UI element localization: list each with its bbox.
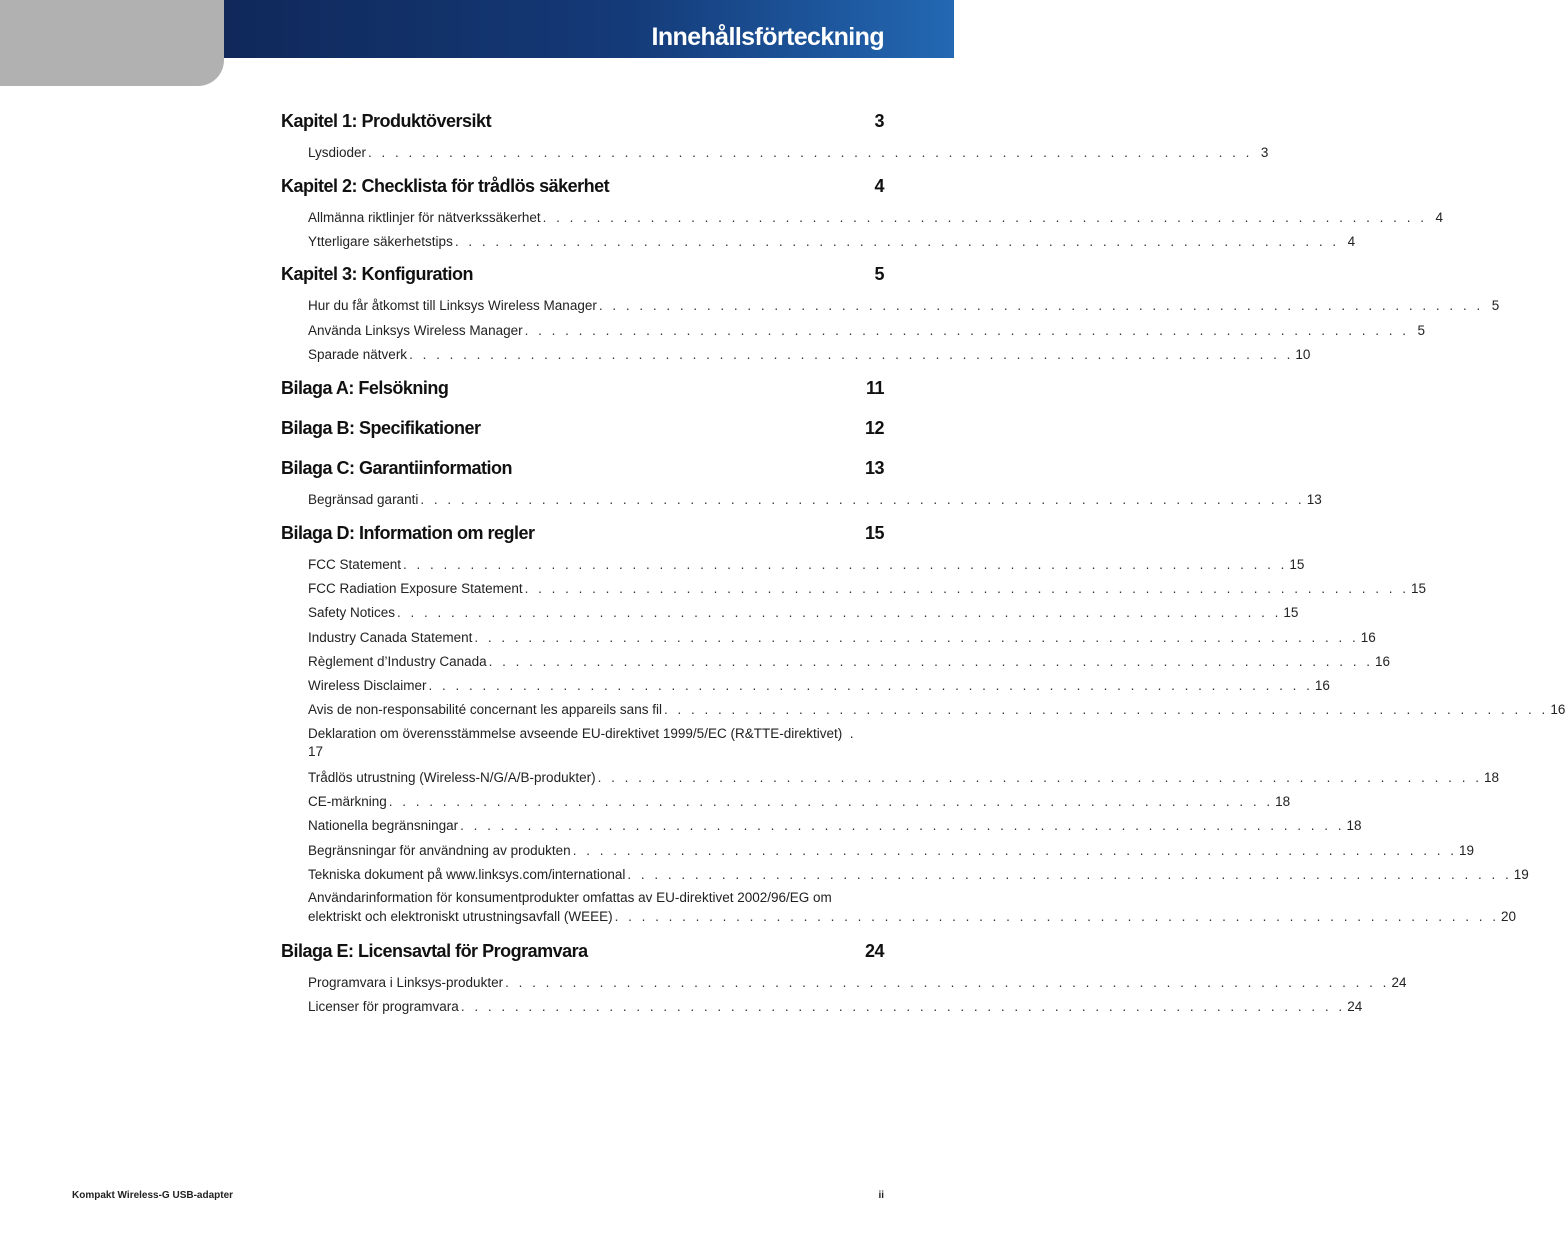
toc-chapter[interactable] <box>281 109 884 133</box>
toc-chapter[interactable] <box>281 262 884 286</box>
toc-entry-page: 15 <box>1289 557 1305 572</box>
toc-entry-leader: . . . . . . . . . . . . . . . . . . . . . . . . . . . . . . . . . . . . . . . . . . . . . . . . . . . . . . . . . . . . . . . . . . <box>368 145 1253 160</box>
toc-entry-leader: . . . . . . . . . . . . . . . . . . . . . . . . . . . . . . . . . . . . . . . . . . . . . . . . . . . . . . . . . . . . . . . . . . <box>420 492 1305 507</box>
page-title: Innehållsförteckning <box>651 23 884 51</box>
toc-chapter-title: Bilaga C: Garantiinformation <box>281 458 513 478</box>
toc-chapter-page: 13 <box>864 458 884 478</box>
toc-entry[interactable] <box>281 841 1475 861</box>
toc-entry[interactable] <box>281 208 1443 228</box>
toc-entry-leader: . . . . . . . . . . . . . . . . . . . . . . . . . . . . . . . . . . . . . . . . . . . . . . . . . . . . . . . . . . . . . . . . . . <box>524 323 1409 338</box>
toc-entry-page: 19 <box>1459 843 1475 858</box>
toc-entry[interactable] <box>281 997 1363 1017</box>
toc-chapter-title: Kapitel 1: Produktöversikt <box>281 111 492 131</box>
toc-chapter-page: 5 <box>874 264 884 284</box>
toc-entry-page: 18 <box>1346 818 1362 833</box>
toc-entry-page: 15 <box>1283 605 1299 620</box>
footer-product-name: Kompakt Wireless-G USB-adapter <box>72 1190 234 1201</box>
toc-entry-title: Begränsningar för användning av produkten <box>308 843 571 858</box>
toc-entry-title: Licenser för programvara <box>308 999 459 1014</box>
toc-entry-leader: . . . . . . . . . . . . . . . . . . . . . . . . . . . . . . . . . . . . . . . . . . . . . . . . . . . . . . . . . . . . . . . . . . <box>428 678 1313 693</box>
toc-entry-leader: . . . . . . . . . . . . . . . . . . . . . . . . . . . . . . . . . . . . . . . . . . . . . . . . . . . . . . . . . . . . . . . . . . <box>627 867 1512 882</box>
toc-entry-leader: . . . . . . . . . . . . . . . . . . . . . . . . . . . . . . . . . . . . . . . . . . . . . . . . . . . . . . . . . . . . . . . . . . <box>614 909 1499 924</box>
toc-chapter-title: Bilaga D: Information om regler <box>281 523 535 543</box>
toc-chapter-page: 12 <box>864 418 884 438</box>
toc-entry[interactable] <box>281 725 884 761</box>
toc-entry-page: 13 <box>1306 492 1322 507</box>
toc-entry[interactable] <box>281 579 1426 599</box>
toc-entry[interactable] <box>281 889 1516 927</box>
toc-entry-page: 20 <box>1500 909 1516 924</box>
toc-entry-leader: . . . . . . . . . . . . . . . . . . . . . . . . . . . . . . . . . . . . . . . . . . . . . . . . . . . . . . . . . . . . . . . . . . <box>524 581 1409 596</box>
toc-entry-leader: . . . . . . . . . . . . . . . . . . . . . . . . . . . . . . . . . . . . . . . . . . . . . . . . . . . . . . . . . . . . . . . . . . <box>488 654 1373 669</box>
toc-entry-page: 19 <box>1513 867 1529 882</box>
toc-entry[interactable] <box>281 603 1299 623</box>
toc-chapter[interactable] <box>281 416 884 440</box>
toc-entry-page: 18 <box>1275 794 1291 809</box>
toc-entry-title: Avis de non-responsabilité concernant les appareils sans fil <box>308 702 662 717</box>
toc-entry[interactable] <box>281 676 1330 696</box>
toc-entry[interactable] <box>281 700 1565 720</box>
toc-entry-page: 18 <box>1483 770 1499 785</box>
toc-entry-title: Använda Linksys Wireless Manager <box>308 323 523 338</box>
toc-entry-title: Allmänna riktlinjer för nätverkssäkerhet <box>308 210 541 225</box>
toc-entry-title: Trådlös utrustning (Wireless-N/G/A/B-produkter) <box>308 770 596 785</box>
toc-chapter[interactable] <box>281 376 884 400</box>
toc-entry-page: 4 <box>1435 210 1443 225</box>
toc-entry-page: 17 <box>308 744 324 759</box>
toc-entry-title: Programvara i Linksys-produkter <box>308 975 504 990</box>
toc-chapter-title: Kapitel 3: Konfiguration <box>281 264 473 284</box>
toc-entry-page: 10 <box>1295 347 1311 362</box>
toc-entry-title: FCC Statement <box>308 557 402 572</box>
toc-chapter-title: Bilaga E: Licensavtal för Programvara <box>281 941 588 961</box>
toc-entry-leader: . . . . . . . . . . . . . . . . . . . . . . . . . . . . . . . . . . . . . . . . . . . . . . . . . . . . . . . . . . . . . . . . . . <box>474 630 1359 645</box>
footer-page-number: ii <box>878 1190 884 1201</box>
toc-entry-title: Règlement d’Industry Canada <box>308 654 487 669</box>
toc-entry-leader: . . . . . . . . . . . . . . . . . . . . . . . . . . . . . . . . . . . . . . . . . . . . . . . . . . . . . . . . . . . . . . . . . . <box>505 975 1390 990</box>
toc-entry-title: Safety Notices <box>308 605 396 620</box>
toc-entry-title: Sparade nätverk <box>308 347 408 362</box>
toc-chapter[interactable] <box>281 174 884 198</box>
toc-entry-leader: . . . . . . . . . . . . . . . . . . . . . . . . . . . . . . . . . . . . . . . . . . . . . . . . . . . . . . . . . . . . . . . . . . <box>409 347 1294 362</box>
toc-entry-title: Begränsad garanti <box>308 492 419 507</box>
header-band <box>224 0 954 58</box>
toc-entry-title: elektriskt och elektroniskt utrustningsavfall (WEEE) <box>308 909 613 924</box>
toc-entry-title: Lysdioder <box>308 145 367 160</box>
toc-entry[interactable] <box>281 555 1305 575</box>
toc-entry[interactable] <box>281 865 1529 885</box>
toc-entry-leader: . . . . . . . . . . . . . . . . . . . . . . . . . . . . . . . . . . . . . . . . . . . . . . . . . . . . . . . . . . . . . . . . . . <box>663 702 1549 717</box>
toc-entry-leader: . . . . . . . . . . . . . . . . . . . . . . . . . . . . . . . . . . . . . . . . . . . . . . . . . . . . . . . . . . . . . . . . . . <box>542 210 1427 225</box>
toc-chapter-page: 3 <box>874 111 884 131</box>
toc-entry-page: 5 <box>1491 298 1500 313</box>
toc-entry-title: Tekniska dokument på www.linksys.com/international <box>308 867 626 882</box>
toc-entry[interactable] <box>281 973 1407 993</box>
toc-entry-leader: . . . . . . . . . . . . . . . . . . . . . . . . . . . . . . . . . . . . . . . . . . . . . . . . . . . . . . . . . . . . . . . . . . <box>388 794 1274 809</box>
toc-entry-leader: . <box>842 726 854 741</box>
toc-entry[interactable] <box>281 296 1500 316</box>
toc-entry-page: 5 <box>1417 323 1425 338</box>
toc-chapter-title: Bilaga B: Specifikationer <box>281 418 481 438</box>
toc-entry-leader: . . . . . . . . . . . . . . . . . . . . . . . . . . . . . . . . . . . . . . . . . . . . . . . . . . . . . . . . . . . . . . . . . . <box>403 557 1288 572</box>
toc-entry[interactable] <box>281 652 1390 672</box>
toc-entry-leader: . . . . . . . . . . . . . . . . . . . . . . . . . . . . . . . . . . . . . . . . . . . . . . . . . . . . . . . . . . . . . . . . . . <box>454 234 1340 249</box>
toc-entry-page: 16 <box>1360 630 1376 645</box>
toc-entry[interactable] <box>281 490 1322 510</box>
toc-entry-page: 24 <box>1347 999 1363 1014</box>
toc-entry[interactable] <box>281 232 1356 252</box>
toc-chapter-title: Bilaga A: Felsökning <box>281 378 449 398</box>
toc-entry-page: 4 <box>1347 234 1356 249</box>
toc-entry-page: 15 <box>1410 581 1426 596</box>
toc-entry[interactable] <box>281 321 1425 341</box>
toc-chapter-page: 4 <box>874 176 884 196</box>
toc-entry-page: 16 <box>1314 678 1330 693</box>
toc-chapter[interactable] <box>281 939 884 963</box>
toc-entry-title: Hur du får åtkomst till Linksys Wireless Manager <box>308 298 597 313</box>
toc-entry[interactable] <box>281 345 1311 365</box>
toc-chapter-title: Kapitel 2: Checklista för trådlös säkerhet <box>281 176 610 196</box>
toc-entry-leader: . . . . . . . . . . . . . . . . . . . . . . . . . . . . . . . . . . . . . . . . . . . . . . . . . . . . . . . . . . . . . . . . . . <box>572 843 1458 858</box>
toc-entry-leader: . . . . . . . . . . . . . . . . . . . . . . . . . . . . . . . . . . . . . . . . . . . . . . . . . . . . . . . . . . . . . . . . . . <box>397 605 1282 620</box>
toc-chapter-page: 24 <box>864 941 884 961</box>
toc-entry[interactable] <box>281 792 1291 812</box>
toc-entry-title: Wireless Disclaimer <box>308 678 427 693</box>
toc-entry-title: Nationella begränsningar <box>308 818 459 833</box>
toc-entry-title: Industry Canada Statement <box>308 630 473 645</box>
toc-entry-title: FCC Radiation Exposure Statement <box>308 581 523 596</box>
toc-entry-title: Deklaration om överensstämmelse avseende EU-direktivet 1999/5/EC (R&TTE-direktivet) <box>308 726 843 741</box>
toc-entry-title-line1: Användarinformation för konsumentprodukter omfattas av EU-direktivet 2002/96/EG om <box>308 890 832 905</box>
toc-chapter-page: 11 <box>865 378 884 398</box>
toc-entry-page: 24 <box>1391 975 1407 990</box>
toc-entry-leader: . . . . . . . . . . . . . . . . . . . . . . . . . . . . . . . . . . . . . . . . . . . . . . . . . . . . . . . . . . . . . . . . . . <box>598 298 1484 313</box>
toc-chapter-page: 15 <box>864 523 884 543</box>
toc-entry-title: CE-märkning <box>308 794 387 809</box>
toc-entry-page: 16 <box>1374 654 1390 669</box>
toc-entry[interactable] <box>281 628 1376 648</box>
toc-entry-page: 3 <box>1260 145 1269 160</box>
toc-entry-title: Ytterligare säkerhetstips <box>308 234 453 249</box>
corner-tab <box>0 0 224 86</box>
toc-entry-leader: . . . . . . . . . . . . . . . . . . . . . . . . . . . . . . . . . . . . . . . . . . . . . . . . . . . . . . . . . . . . . . . . . . <box>597 770 1482 785</box>
toc-entry[interactable] <box>281 768 1499 788</box>
toc-entry[interactable] <box>281 143 1269 163</box>
toc-chapter[interactable] <box>281 521 884 545</box>
toc-entry-leader: . . . . . . . . . . . . . . . . . . . . . . . . . . . . . . . . . . . . . . . . . . . . . . . . . . . . . . . . . . . . . . . . . . <box>460 818 1345 833</box>
toc-entry-page: 16 <box>1550 702 1565 717</box>
toc-chapter[interactable] <box>281 456 884 480</box>
toc-entry[interactable] <box>281 816 1362 836</box>
toc-entry-leader: . . . . . . . . . . . . . . . . . . . . . . . . . . . . . . . . . . . . . . . . . . . . . . . . . . . . . . . . . . . . . . . . . . <box>460 999 1346 1014</box>
